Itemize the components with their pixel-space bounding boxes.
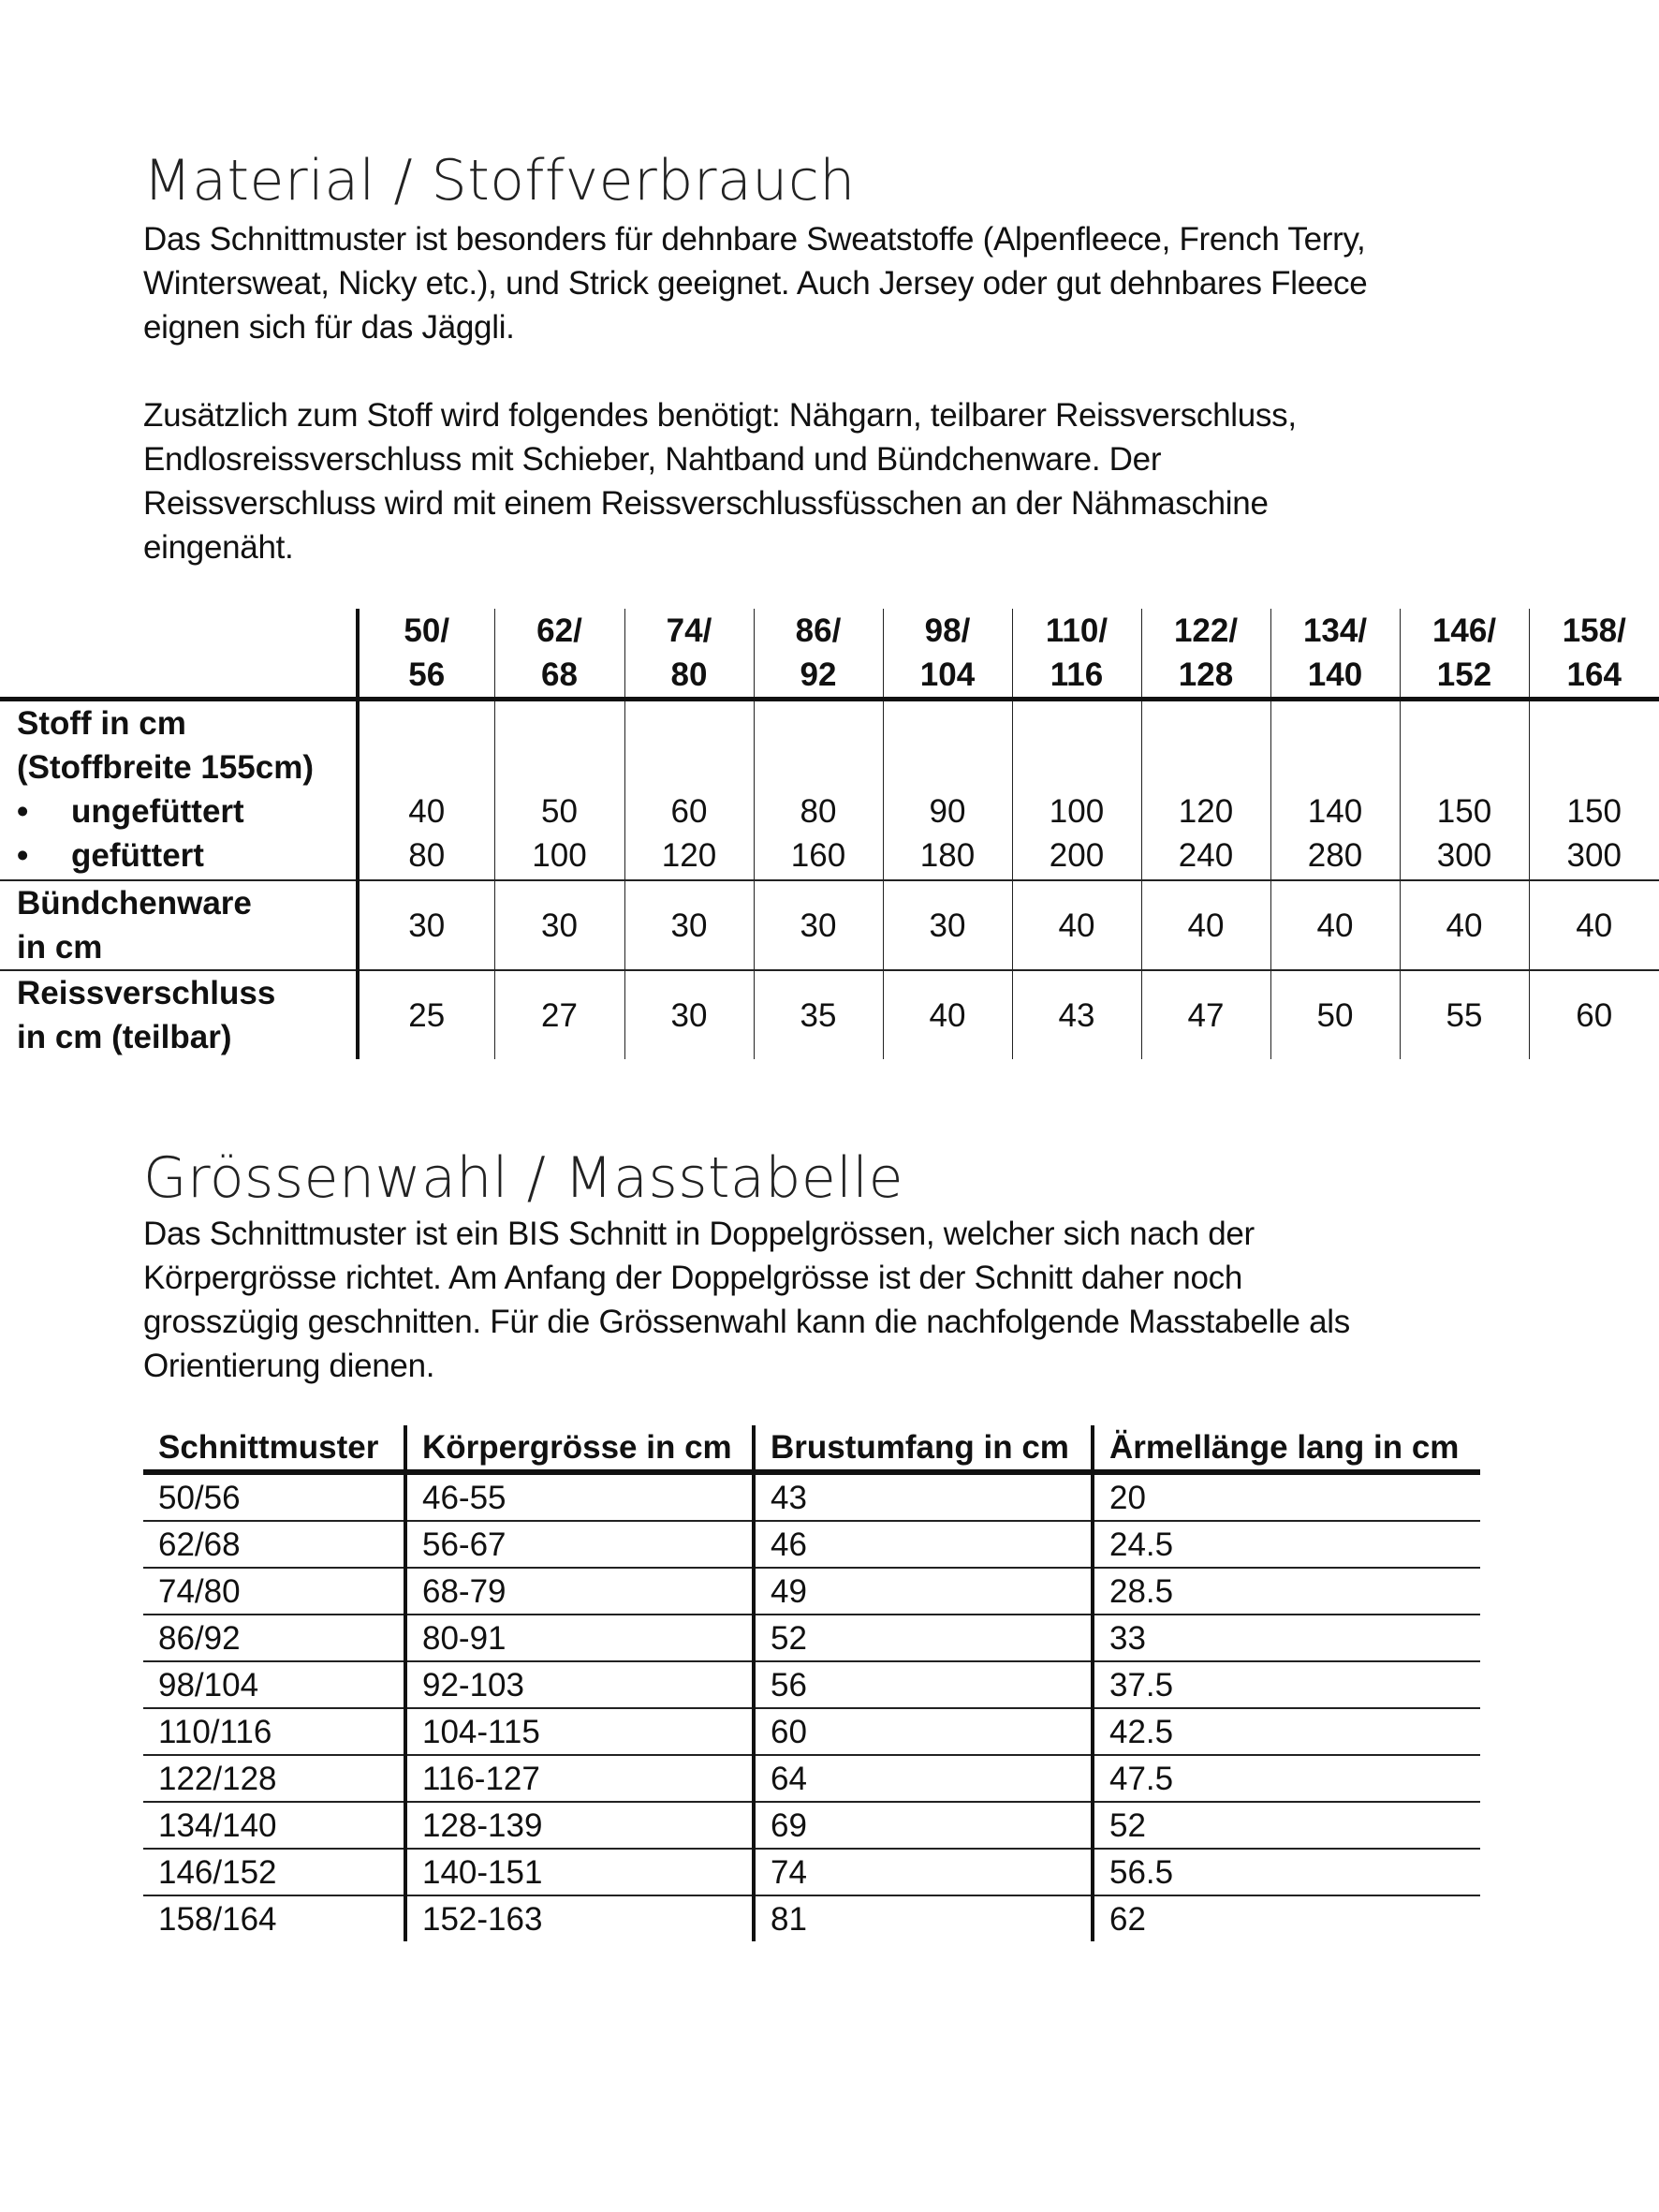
size-header: 134/ 140 xyxy=(1270,609,1400,700)
table-row xyxy=(143,1568,1480,1615)
material-paragraph-2 xyxy=(143,393,1297,569)
cell-body-height: 104-115 xyxy=(405,1708,754,1755)
cuff-value-cell: 40 xyxy=(1270,880,1400,970)
fabric-value-cell: 40 80 xyxy=(358,700,494,881)
cell-pattern-size: 86/92 xyxy=(143,1615,405,1661)
table-row xyxy=(143,1802,1480,1849)
text-line: eignen sich für das Jäggli. xyxy=(143,309,515,346)
text-line: Zusätzlich zum Stoff wird folgendes benötigt: Nähgarn, teilbarer Reissverschluss, xyxy=(143,397,1297,434)
size-header: 86/ 92 xyxy=(754,609,883,700)
table-row xyxy=(143,1472,1480,1521)
size-header: 74/ 80 xyxy=(624,609,754,700)
size-chart-header-row xyxy=(143,1425,1480,1472)
fabric-label: Stoff in cm (Stoffbreite 155cm) • ungefüttert • gefüttert xyxy=(0,700,358,881)
table-row xyxy=(143,1755,1480,1802)
cell-body-height: 92-103 xyxy=(405,1661,754,1708)
cell-body-height: 116-127 xyxy=(405,1755,754,1802)
cell-chest: 49 xyxy=(754,1568,1093,1615)
cuff-value-cell: 40 xyxy=(1012,880,1141,970)
cell-chest: 52 xyxy=(754,1615,1093,1661)
cell-sleeve-length: 62 xyxy=(1093,1895,1480,1941)
size-header-row xyxy=(0,609,1659,700)
cell-sleeve-length: 52 xyxy=(1093,1802,1480,1849)
header-sleeve-length: Ärmellänge lang in cm xyxy=(1093,1425,1480,1472)
zipper-value-cell: 30 xyxy=(624,970,754,1059)
fabric-value-cell: 150 300 xyxy=(1400,700,1529,881)
cell-body-height: 128-139 xyxy=(405,1802,754,1849)
cell-sleeve-length: 24.5 xyxy=(1093,1521,1480,1568)
text-line: Das Schnittmuster ist besonders für dehnbare Sweatstoffe (Alpenfleece, French Terry, xyxy=(143,221,1366,258)
cell-pattern-size: 74/80 xyxy=(143,1568,405,1615)
cell-chest: 46 xyxy=(754,1521,1093,1568)
header-chest: Brustumfang in cm xyxy=(754,1425,1093,1472)
cell-body-height: 68-79 xyxy=(405,1568,754,1615)
zipper-value-cell: 50 xyxy=(1270,970,1400,1059)
cell-body-height: 46-55 xyxy=(405,1472,754,1521)
zipper-value-cell: 40 xyxy=(883,970,1012,1059)
cell-body-height: 152-163 xyxy=(405,1895,754,1941)
text-line: Das Schnittmuster ist ein BIS Schnitt in Doppelgrössen, welcher sich nach der xyxy=(143,1216,1255,1252)
zipper-value-cell: 55 xyxy=(1400,970,1529,1059)
cell-pattern-size: 134/140 xyxy=(143,1802,405,1849)
text-line: Körpergrösse richtet. Am Anfang der Doppelgrösse ist der Schnitt daher noch xyxy=(143,1260,1242,1296)
cell-chest: 74 xyxy=(754,1849,1093,1895)
cell-pattern-size: 122/128 xyxy=(143,1755,405,1802)
cell-sleeve-length: 37.5 xyxy=(1093,1661,1480,1708)
zipper-value-cell: 27 xyxy=(494,970,624,1059)
size-header: 50/ 56 xyxy=(358,609,494,700)
cell-pattern-size: 98/104 xyxy=(143,1661,405,1708)
cell-sleeve-length: 56.5 xyxy=(1093,1849,1480,1895)
cuff-value-cell: 40 xyxy=(1141,880,1270,970)
fabric-value-cell: 60 120 xyxy=(624,700,754,881)
text-line: Wintersweat, Nicky etc.), und Strick geeignet. Auch Jersey oder gut dehnbares Fleece xyxy=(143,265,1368,302)
zipper-value-cell: 60 xyxy=(1529,970,1659,1059)
cell-sleeve-length: 47.5 xyxy=(1093,1755,1480,1802)
cell-chest: 56 xyxy=(754,1661,1093,1708)
zipper-value-cell: 43 xyxy=(1012,970,1141,1059)
cell-sleeve-length: 20 xyxy=(1093,1472,1480,1521)
table-row xyxy=(143,1661,1480,1708)
size-header: 110/ 116 xyxy=(1012,609,1141,700)
text-line: Reissverschluss wird mit einem Reissverschlussfüsschen an der Nähmaschine xyxy=(143,485,1269,522)
table-row xyxy=(143,1521,1480,1568)
fabric-value-cell: 80 160 xyxy=(754,700,883,881)
sizing-paragraph xyxy=(143,1212,1350,1388)
cell-sleeve-length: 28.5 xyxy=(1093,1568,1480,1615)
text-line: Orientierung dienen. xyxy=(143,1348,435,1384)
cell-pattern-size: 62/68 xyxy=(143,1521,405,1568)
text-line: grosszügig geschnitten. Für die Grössenwahl kann die nachfolgende Masstabelle als xyxy=(143,1304,1350,1340)
fabric-value-cell: 140 280 xyxy=(1270,700,1400,881)
zipper-row xyxy=(0,970,1659,1059)
table-row xyxy=(143,1849,1480,1895)
cuff-value-cell: 30 xyxy=(754,880,883,970)
cuff-value-cell: 30 xyxy=(624,880,754,970)
cuff-value-cell: 30 xyxy=(494,880,624,970)
fabric-value-cell: 50 100 xyxy=(494,700,624,881)
cell-pattern-size: 158/164 xyxy=(158,1900,277,1938)
zipper-value-cell: 47 xyxy=(1141,970,1270,1059)
text-line: eingenäht. xyxy=(143,529,294,566)
material-paragraph-1 xyxy=(143,217,1367,349)
cell-chest: 60 xyxy=(754,1708,1093,1755)
cell-sleeve-length: 42.5 xyxy=(1093,1708,1480,1755)
header-body-height: Körpergrösse in cm xyxy=(405,1425,754,1472)
cuff-value-cell: 40 xyxy=(1400,880,1529,970)
table-row xyxy=(143,1615,1480,1661)
zipper-value-cell: 35 xyxy=(754,970,883,1059)
cuff-value-cell: 40 xyxy=(1529,880,1659,970)
cell-chest: 69 xyxy=(754,1802,1093,1849)
table-row xyxy=(143,1895,1480,1941)
cell-pattern-size: 110/116 xyxy=(143,1708,405,1755)
text-line: Endlosreissverschluss mit Schieber, Nahtband und Bündchenware. Der xyxy=(143,441,1162,478)
empty-corner-cell xyxy=(0,609,358,700)
cell-chest: 64 xyxy=(754,1755,1093,1802)
size-header: 122/ 128 xyxy=(1141,609,1270,700)
cell-pattern-size: 50/56 xyxy=(143,1472,405,1521)
cell-body-height: 140-151 xyxy=(405,1849,754,1895)
cell-chest: 43 xyxy=(754,1472,1093,1521)
cuff-value-cell: 30 xyxy=(358,880,494,970)
size-header: 146/ 152 xyxy=(1400,609,1529,700)
fabric-row xyxy=(0,700,1659,881)
cuff-row xyxy=(0,880,1659,970)
cell-pattern-size: 146/152 xyxy=(143,1849,405,1895)
size-header: 158/ 164 xyxy=(1529,609,1659,700)
size-header: 62/ 68 xyxy=(494,609,624,700)
size-header: 98/ 104 xyxy=(883,609,1012,700)
fabric-value-cell: 100 200 xyxy=(1012,700,1141,881)
fabric-consumption-table xyxy=(0,609,1659,1059)
fabric-value-cell: 120 240 xyxy=(1141,700,1270,881)
cuff-value-cell: 30 xyxy=(883,880,1012,970)
cuff-label: Bündchenware in cm xyxy=(0,880,358,970)
sizing-title: Grössenwahl / Masstabelle xyxy=(143,1145,904,1211)
bullet-icon: • xyxy=(17,793,29,830)
size-chart-table xyxy=(143,1425,1480,1941)
material-title: Material / Stoffverbrauch xyxy=(143,148,856,214)
table-row xyxy=(143,1708,1480,1755)
cell-body-height: 80-91 xyxy=(405,1615,754,1661)
header-pattern-size: Schnittmuster xyxy=(143,1425,405,1472)
fabric-value-cell: 150 300 xyxy=(1529,700,1659,881)
cell-body-height: 56-67 xyxy=(405,1521,754,1568)
fabric-value-cell: 90 180 xyxy=(883,700,1012,881)
zipper-value-cell: 25 xyxy=(358,970,494,1059)
cell-sleeve-length: 33 xyxy=(1093,1615,1480,1661)
cell-chest: 81 xyxy=(754,1895,1093,1941)
zipper-label: Reissverschluss in cm (teilbar) xyxy=(17,975,276,1055)
bullet-icon: • xyxy=(17,837,29,874)
